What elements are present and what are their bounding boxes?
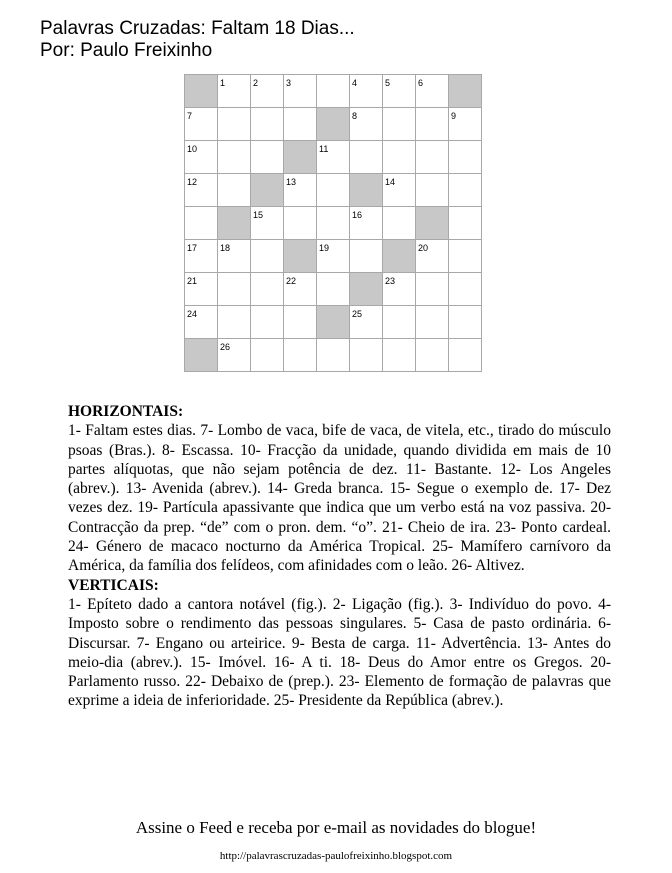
grid-cell-black	[317, 306, 350, 339]
grid-cell[interactable]	[284, 174, 317, 207]
grid-cell[interactable]	[317, 174, 350, 207]
puzzle-title: Palavras Cruzadas: Faltam 18 Dias...	[40, 18, 355, 39]
grid-cell[interactable]	[218, 339, 251, 372]
grid-cell[interactable]	[350, 240, 383, 273]
grid-cell[interactable]	[416, 75, 449, 108]
grid-cell-number: 5	[385, 78, 391, 88]
grid-cell[interactable]	[416, 339, 449, 372]
grid-cell[interactable]	[251, 240, 284, 273]
grid-cell[interactable]	[317, 207, 350, 240]
grid-cell[interactable]	[383, 207, 416, 240]
grid-cell[interactable]	[449, 141, 482, 174]
grid-cell[interactable]	[218, 141, 251, 174]
grid-cell[interactable]	[218, 75, 251, 108]
grid-cell[interactable]	[251, 75, 284, 108]
grid-cell-number: 22	[286, 276, 297, 286]
grid-cell[interactable]	[251, 273, 284, 306]
grid-row	[185, 207, 482, 240]
grid-cell[interactable]	[416, 273, 449, 306]
grid-cell[interactable]	[185, 273, 218, 306]
grid-cell-number: 23	[385, 276, 396, 286]
grid-row	[185, 306, 482, 339]
grid-row	[185, 240, 482, 273]
puzzle-author: Por: Paulo Freixinho	[40, 40, 213, 61]
grid-cell-number: 20	[418, 243, 429, 253]
grid-cell[interactable]	[317, 240, 350, 273]
grid-cell[interactable]	[383, 75, 416, 108]
grid-cell[interactable]	[449, 108, 482, 141]
verticais-clues: 1- Epíteto dado a cantora notável (fig.). 2- Ligação (fig.). 3- Indivíduo do povo. 4- Imposto sobre o rendimento das pessoas singulares. 5- Casa de pasto ordinária. 6- Discursar. 7- Engano ou arteirice. 9- Besta de carga. 11- Advertência. 13- Antes do meio-dia (abrev.). 15- Imóvel. 16- A ti. 18- Deus do Amor entre os Gregos. 20- Parlamento russo. 22- Debaixo de (prep.). 23- Elemento de formação de palavras que exprime a ideia de inferioridade. 25- Presidente da República (abrev.).	[68, 595, 611, 710]
grid-cell[interactable]	[383, 174, 416, 207]
grid-cell[interactable]	[317, 273, 350, 306]
grid-cell[interactable]	[218, 273, 251, 306]
grid-cell-black	[251, 174, 284, 207]
grid-cell[interactable]	[383, 273, 416, 306]
grid-cell[interactable]	[317, 75, 350, 108]
grid-cell[interactable]	[416, 108, 449, 141]
grid-cell-black	[185, 339, 218, 372]
grid-cell[interactable]	[218, 240, 251, 273]
grid-cell[interactable]	[350, 108, 383, 141]
grid-cell-number: 17	[187, 243, 198, 253]
grid-cell[interactable]	[350, 75, 383, 108]
grid-cell[interactable]	[284, 273, 317, 306]
grid-cell[interactable]	[251, 207, 284, 240]
grid-cell[interactable]	[317, 141, 350, 174]
grid-cell[interactable]	[284, 207, 317, 240]
grid-cell-black	[350, 174, 383, 207]
grid-cell-number: 18	[220, 243, 231, 253]
grid-cell[interactable]	[185, 240, 218, 273]
horizontais-heading: HORIZONTAIS:	[68, 403, 184, 420]
grid-cell[interactable]	[218, 306, 251, 339]
grid-cell[interactable]	[350, 339, 383, 372]
grid-cell[interactable]	[185, 174, 218, 207]
grid-cell[interactable]	[383, 141, 416, 174]
feed-subscribe-text: Assine o Feed e receba por e-mail as novidades do blogue!	[135, 818, 537, 837]
grid-cell-number: 3	[286, 78, 292, 88]
grid-cell-number: 16	[352, 210, 363, 220]
grid-row	[185, 141, 482, 174]
grid-cell[interactable]	[251, 141, 284, 174]
grid-row	[185, 273, 482, 306]
grid-cell[interactable]	[350, 141, 383, 174]
grid-cell-number: 1	[220, 78, 226, 88]
grid-cell[interactable]	[185, 306, 218, 339]
grid-cell[interactable]	[284, 306, 317, 339]
grid-cell-number: 4	[352, 78, 358, 88]
grid-cell[interactable]	[449, 273, 482, 306]
grid-cell-number: 13	[286, 177, 297, 187]
grid-cell[interactable]	[251, 306, 284, 339]
grid-cell-number: 15	[253, 210, 264, 220]
grid-cell[interactable]	[317, 339, 350, 372]
crossword-grid	[184, 74, 482, 372]
grid-cell[interactable]	[185, 141, 218, 174]
grid-cell-number: 26	[220, 342, 231, 352]
clues-section	[68, 402, 611, 711]
grid-cell-number: 19	[319, 243, 330, 253]
grid-cell[interactable]	[416, 141, 449, 174]
grid-cell[interactable]	[383, 339, 416, 372]
grid-cell[interactable]	[383, 306, 416, 339]
grid-row	[185, 339, 482, 372]
grid-cell-black	[416, 207, 449, 240]
grid-cell-number: 2	[253, 78, 259, 88]
grid-cell[interactable]	[350, 306, 383, 339]
grid-cell-black	[218, 207, 251, 240]
grid-cell-black	[185, 75, 218, 108]
grid-cell[interactable]	[449, 339, 482, 372]
grid-cell-number: 11	[319, 144, 329, 154]
grid-cell[interactable]	[284, 75, 317, 108]
grid-cell-number: 12	[187, 177, 198, 187]
grid-cell[interactable]	[251, 339, 284, 372]
grid-cell[interactable]	[284, 339, 317, 372]
grid-cell-number: 24	[187, 309, 198, 319]
grid-cell[interactable]	[449, 306, 482, 339]
grid-cell-black	[284, 240, 317, 273]
grid-cell-black	[350, 273, 383, 306]
grid-cell-number: 7	[187, 111, 193, 121]
grid-cell[interactable]	[284, 108, 317, 141]
grid-cell[interactable]	[218, 108, 251, 141]
grid-cell-number: 9	[451, 111, 457, 121]
grid-cell[interactable]	[416, 240, 449, 273]
grid-cell[interactable]	[251, 108, 284, 141]
grid-cell[interactable]	[449, 174, 482, 207]
grid-cell[interactable]	[416, 174, 449, 207]
grid-cell-number: 8	[352, 111, 358, 121]
grid-cell[interactable]	[416, 306, 449, 339]
grid-cell[interactable]	[383, 108, 416, 141]
grid-cell-black	[449, 75, 482, 108]
grid-cell[interactable]	[218, 174, 251, 207]
grid-cell[interactable]	[185, 108, 218, 141]
grid-row	[185, 75, 482, 108]
grid-cell[interactable]	[350, 207, 383, 240]
grid-row	[185, 108, 482, 141]
grid-cell-black	[284, 141, 317, 174]
grid-row	[185, 174, 482, 207]
grid-cell-black	[383, 240, 416, 273]
grid-cell-number: 25	[352, 309, 363, 319]
grid-cell[interactable]	[449, 240, 482, 273]
grid-cell-number: 6	[418, 78, 424, 88]
grid-cell[interactable]	[449, 207, 482, 240]
verticais-heading: VERTICAIS:	[68, 576, 159, 594]
grid-cell-black	[317, 108, 350, 141]
blog-url[interactable]: http://palavrascruzadas-paulofreixinho.blogspot.com	[219, 850, 453, 862]
grid-cell-number: 14	[385, 177, 396, 187]
grid-cell-number: 10	[187, 144, 198, 154]
horizontais-clues: 1- Faltam estes dias. 7- Lombo de vaca, bife de vaca, de vitela, etc., tirado do músculo psoas (Bras.). 8- Escassa. 10- Fracção da unidade, quando dividida em mais de 10 partes alíquotas, que não sejam potência de dez. 11- Bastante. 12- Los Angeles (abrev.). 13- Avenida (abrev.). 14- Greda branca. 15- Segue o exemplo de. 17- Dez vezes dez. 19- Partícula apassivante que indica que um verbo está na voz passiva. 20- Contracção da prep. “de” com o pron. dem. “o”. 21- Cheio de ira. 23- Ponto cardeal. 24- Género de macaco nocturno da América Tropical. 25- Mamífero carnívoro da América, da família dos felídeos, com afinidades com o leão. 26- Altivez.	[68, 422, 611, 575]
grid-cell[interactable]	[185, 207, 218, 240]
grid-cell-number: 21	[187, 276, 198, 286]
